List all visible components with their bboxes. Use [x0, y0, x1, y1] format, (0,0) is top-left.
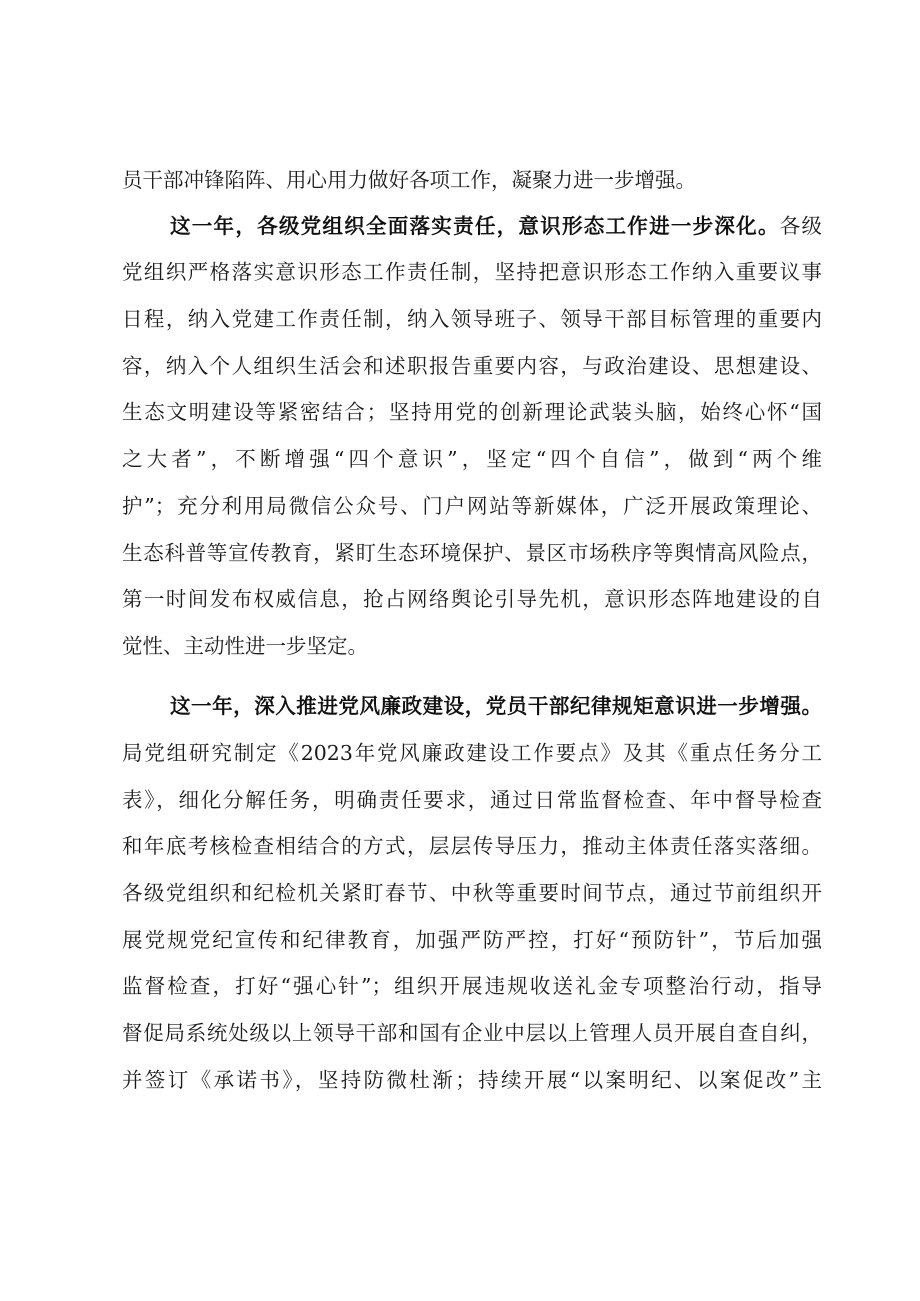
paragraph-line — [122, 1053, 822, 1107]
paragraph-line — [122, 292, 822, 346]
paragraph-line — [122, 479, 822, 533]
paragraph-heading-line — [170, 679, 822, 733]
line-text: 第一时间发布权威信息，抢占网络舆论引导先机，意识形态阵地建设的自 — [122, 587, 822, 611]
paragraph-line — [122, 959, 822, 1013]
paragraph-line — [122, 619, 822, 673]
bold-lead-sentence: 这一年，各级党组织全面落实责任，意识形态工作进一步深化。 — [170, 214, 780, 238]
line-text: 觉性、主动性进一步坚定。 — [122, 634, 368, 658]
paragraph-line — [122, 866, 822, 920]
paragraph-line — [122, 385, 822, 439]
bold-lead-sentence: 这一年，深入推进党风廉政建设，党员干部纪律规矩意识进一步增强。 — [170, 694, 822, 718]
paragraph-line — [122, 432, 822, 486]
line-text: 党组织严格落实意识形态工作责任制，坚持把意识形态工作纳入重要议事 — [122, 260, 822, 284]
line-text: 各级党组织和纪检机关紧盯春节、中秋等重要时间节点，通过节前组织开 — [122, 881, 822, 905]
line-text: 之大者”，不断增强“四个意识”，坚定“四个自信”，做到“两个维 — [122, 447, 822, 471]
line-text: 生态文明建设等紧密结合；坚持用党的创新理论武装头脑，始终心怀“国 — [122, 400, 822, 424]
line-text: 员干部冲锋陷阵、用心用力做好各项工作，凝聚力进一步增强。 — [122, 168, 696, 192]
paragraph-line — [122, 572, 822, 626]
line-text: 生态科普等宣传教育，紧盯生态环境保护、景区市场秩序等舆情高风险点， — [122, 541, 822, 565]
line-text: 日程，纳入党建工作责任制，纳入领导班子、领导干部目标管理的重要内 — [122, 307, 822, 331]
paragraph-line — [122, 1006, 822, 1060]
paragraph-line — [122, 245, 822, 299]
line-text: 表》，细化分解任务，明确责任要求，通过日常监督检查、年中督导检查 — [122, 788, 822, 812]
line-text: 监督检查，打好“强心针”；组织开展违规收送礼金专项整治行动，指导 — [122, 974, 822, 998]
line-text: 容，纳入个人组织生活会和述职报告重要内容，与政治建设、思想建设、 — [122, 354, 822, 378]
paragraph-line — [122, 819, 822, 873]
line-text: 护”；充分利用局微信公众号、门户网站等新媒体，广泛开展政策理论、 — [122, 494, 822, 518]
line-text: 和年底考核检查相结合的方式，层层传导压力，推动主体责任落实落细。 — [122, 834, 822, 858]
line-text: 局党组研究制定《2023年党风廉政建设工作要点》及其《重点任务分工 — [122, 741, 822, 765]
line-text: 督促局系统处级以上领导干部和国有企业中层以上管理人员开展自查自纠， — [122, 1021, 822, 1045]
line-text: 各级 — [779, 214, 823, 238]
line-text: 展党规党纪宣传和纪律教育，加强严防严控，打好“预防针”，节后加强 — [122, 928, 822, 952]
paragraph-line — [122, 726, 822, 780]
line-text: 并签订《承诺书》，坚持防微杜渐；持续开展“以案明纪、以案促改”主 — [122, 1068, 822, 1092]
